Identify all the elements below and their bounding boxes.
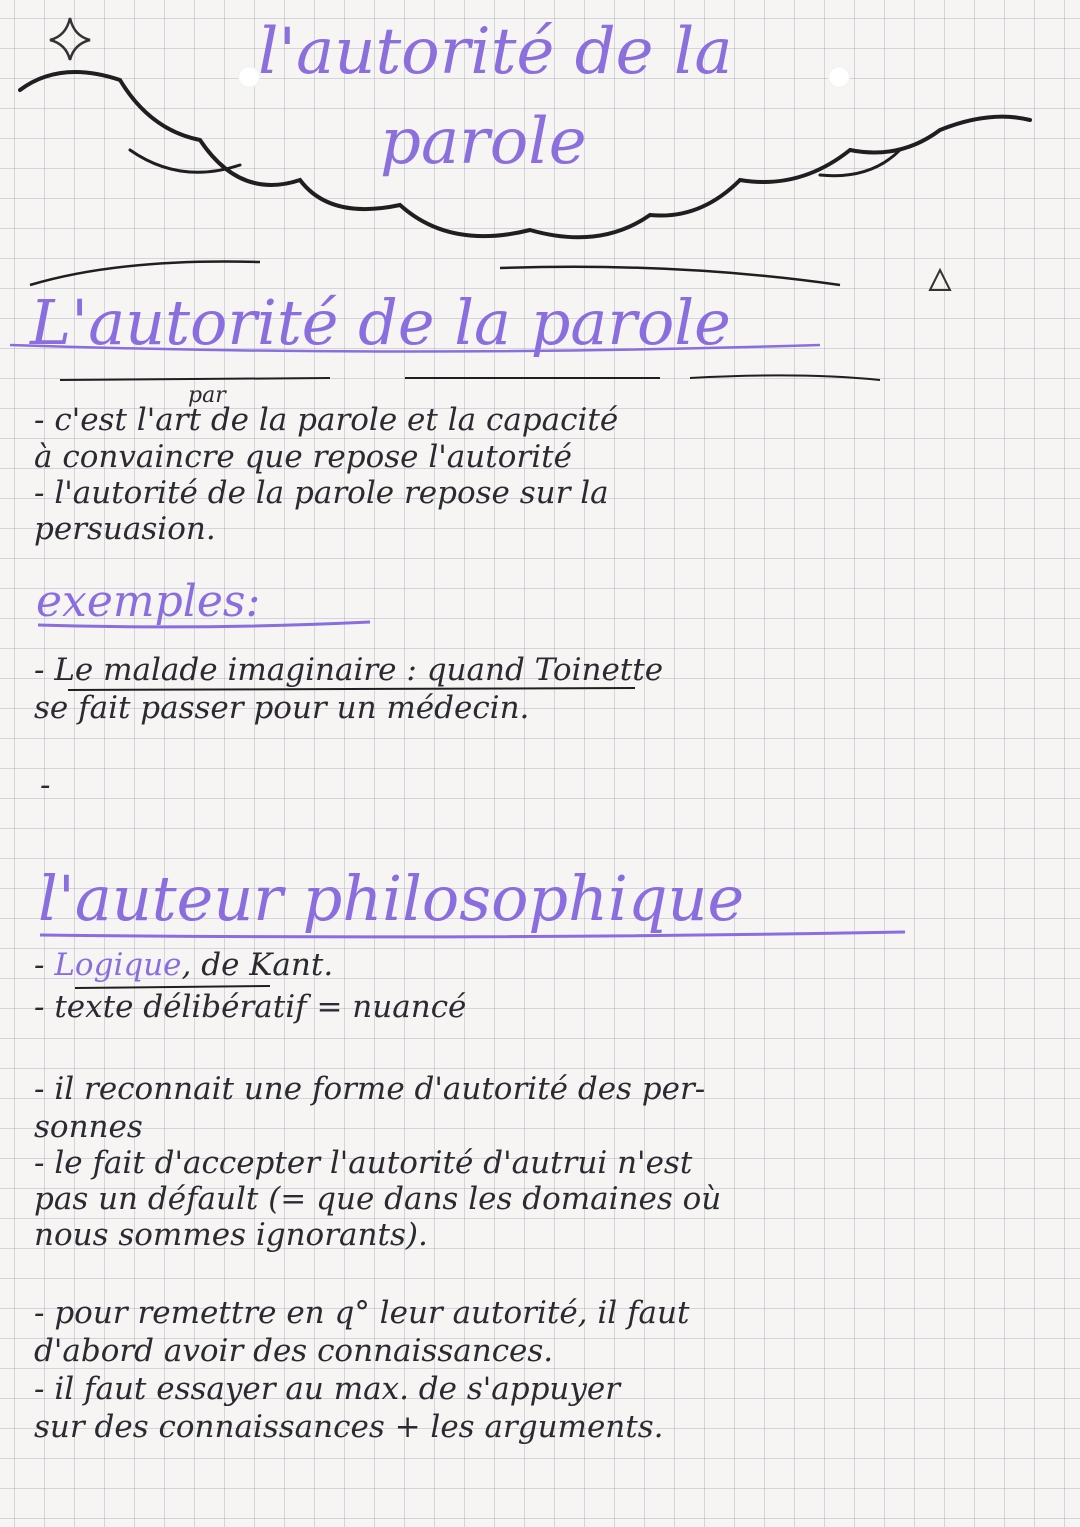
section2-paragraph-line: sur des connaissances + les arguments. (34, 1409, 664, 1445)
page-title-line2: parole (380, 105, 587, 179)
example-line2: se fait passer pour un médecin. (34, 690, 530, 726)
section2-paragraph-line: nous sommes ignorants). (34, 1217, 428, 1253)
logique-title: Logique (54, 947, 182, 983)
page-title-line1: l'autorité de la (258, 15, 733, 89)
section-heading-autorite: L'autorité de la parole (30, 286, 731, 359)
empty-dash: - (40, 767, 51, 803)
section2-paragraph-line: - le fait d'accepter l'autorité d'autrui n'est (34, 1145, 693, 1181)
logique-dash: - (34, 947, 55, 983)
section2-paragraph-line: sonnes (34, 1109, 143, 1145)
example-rest: : quand Toinette (406, 652, 664, 688)
section1-line: persuasion. (34, 511, 216, 547)
section1-line: - l'autorité de la parole repose sur la (34, 475, 609, 511)
logique-line (34, 947, 334, 983)
example-title: Le malade imaginaire (54, 652, 397, 688)
sparkle-icon (50, 18, 90, 60)
section1-line: - c'est l'art de la parole et la capacité (34, 402, 619, 438)
section2-paragraph-line: - il faut essayer au max. de s'appuyer (34, 1371, 621, 1407)
section2-paragraph-line: pas un défault (= que dans les domaines où (34, 1181, 722, 1217)
section2-paragraph-line: - il reconnait une forme d'autorité des per- (34, 1071, 706, 1107)
section2-paragraph-line: - pour remettre en q° leur autorité, il faut (34, 1295, 690, 1331)
annotation-par: par (188, 383, 226, 408)
example-dash: - (34, 652, 55, 688)
texte-line: - texte délibératif = nuancé (34, 989, 467, 1025)
section2-paragraph-line: d'abord avoir des connaissances. (34, 1333, 554, 1369)
example-line (34, 652, 664, 688)
logique-rest: , de Kant. (181, 947, 334, 983)
examples-label: exemples: (36, 576, 261, 627)
doodle-icon (930, 270, 950, 290)
section1-line: à convaincre que repose l'autorité (34, 439, 572, 475)
section-heading-auteur: l'auteur philosophique (38, 862, 745, 935)
